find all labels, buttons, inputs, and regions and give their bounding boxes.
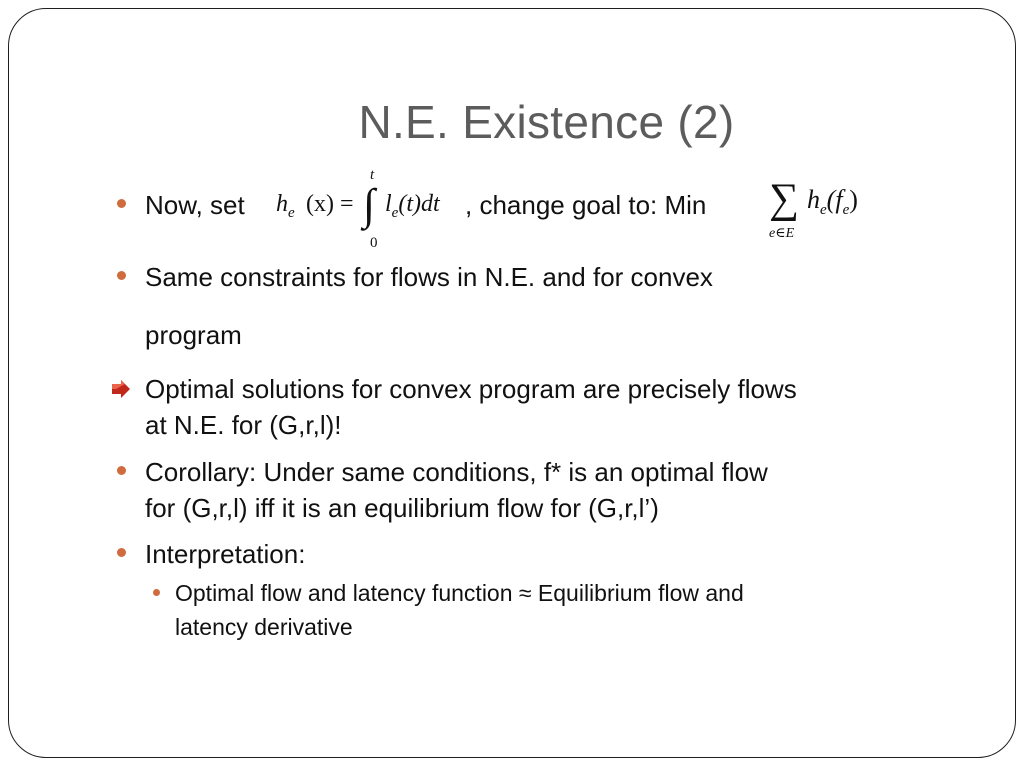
bullet-dot	[117, 466, 126, 475]
sum-term	[807, 185, 858, 218]
sum-h-letter: h	[807, 185, 820, 214]
bullet-dot	[117, 271, 126, 280]
bullet-2-line-2: program	[145, 320, 242, 350]
formula-x: (x) =	[306, 191, 354, 217]
bullet-1-middle: , change goal to: Min	[465, 190, 707, 220]
bullet-4-line-1: Corollary: Under same conditions, f* is an optimal flow	[145, 457, 768, 487]
formula-l-letter: l	[385, 191, 392, 217]
sub-bullet-line-1: Optimal flow and latency function ≈ Equilibrium flow and	[175, 580, 744, 606]
integral-lower-limit: 0	[370, 235, 378, 251]
bullet-4-line-2: for (G,r,l) iff it is an equilibrium flow for (G,r,l’)	[145, 493, 659, 523]
formula-l	[385, 191, 440, 221]
arrow-bullet-icon	[112, 380, 132, 398]
sub-bullet-line-2: latency derivative	[175, 614, 353, 640]
slide	[8, 8, 1016, 758]
formula-h-subscript: e	[288, 205, 295, 221]
sum-sign: ∑	[769, 176, 799, 222]
sum-close: )	[849, 185, 858, 214]
slide-title: N.E. Existence (2)	[358, 96, 735, 148]
formula-l-subscript: e	[391, 205, 399, 221]
bullet-2-line-1: Same constraints for flows in N.E. and for convex	[145, 262, 713, 292]
formula-t: (t)dt	[398, 191, 440, 217]
bullet-5-line-1: Interpretation:	[145, 539, 306, 569]
sum-f: (f	[826, 185, 843, 214]
bullet-1-prefix: Now, set	[145, 190, 245, 220]
formula-h-letter: h	[276, 191, 288, 217]
sum-index: e∈E	[769, 226, 795, 241]
bullet-3-line-2: at N.E. for (G,r,l)!	[145, 410, 342, 440]
bullet-dot	[117, 548, 126, 557]
integral-upper-limit: t	[370, 167, 375, 183]
bullet-3-line-1: Optimal solutions for convex program are precisely flows	[145, 374, 797, 404]
integral-sign: ∫	[363, 180, 376, 229]
sum-f-subscript: e	[842, 202, 850, 218]
sub-bullet-dot	[153, 589, 160, 596]
formula-h	[276, 191, 295, 221]
bullet-dot	[117, 199, 126, 208]
sum-h-subscript: e	[820, 202, 827, 218]
